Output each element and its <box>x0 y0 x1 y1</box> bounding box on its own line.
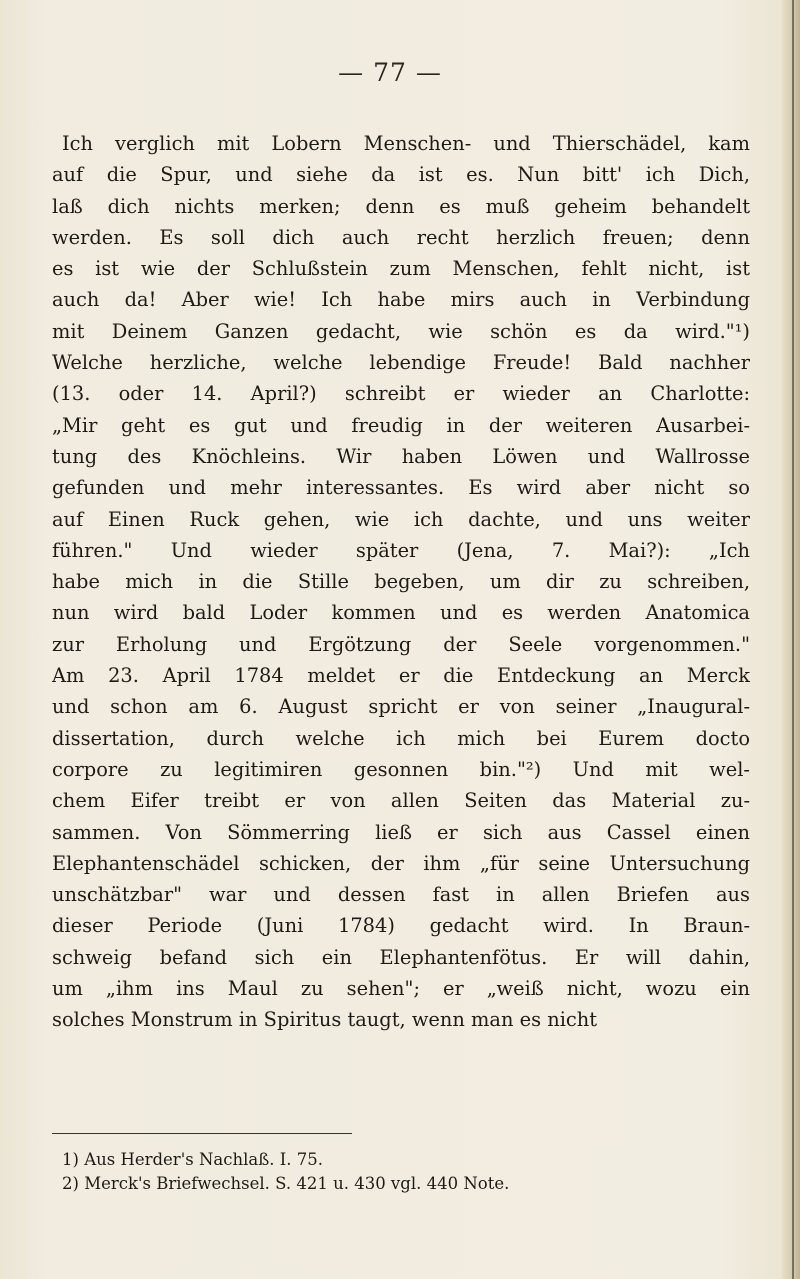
footnote-text: Merck's Briefwechsel. S. 421 u. 430 vgl. 440 Note. <box>84 1174 510 1193</box>
text-line: nun wird bald Loder kommen und es werden Anatomica <box>52 601 750 625</box>
text-line: auch da! Aber wie! Ich habe mirs auch in Verbindung <box>52 288 750 312</box>
page-gutter-edge <box>782 0 800 1279</box>
footnote-text: Aus Herder's Nachlaß. I. 75. <box>84 1150 323 1169</box>
text-line: zur Erholung und Ergötzung der Seele vorgenommen." <box>52 632 750 656</box>
text-line: sammen. Von Sömmerring ließ er sich aus Cassel einen <box>52 820 750 844</box>
body-text <box>52 128 750 1036</box>
text-line: solches Monstrum in Spiritus taugt, wenn man es nicht <box>52 1008 598 1032</box>
footnote-mark: 1) <box>62 1150 79 1169</box>
text-line: und schon am 6. August spricht er von seiner „Inaugural- <box>52 695 750 719</box>
text-line: unschätzbar" war und dessen fast in allen Briefen aus <box>52 883 750 907</box>
text-line: laß dich nichts merken; denn es muß geheim behandelt <box>52 194 750 218</box>
footnote-1 <box>52 1148 750 1172</box>
text-line: Am 23. April 1784 meldet er die Entdeckung an Merck <box>52 664 750 688</box>
text-line: um „ihm ins Maul zu sehen"; er „weiß nicht, wozu ein <box>52 977 750 1001</box>
text-line: tung des Knöchleins. Wir haben Löwen und Wallrosse <box>52 444 750 468</box>
footnotes <box>52 1148 750 1196</box>
gutter-line <box>792 0 794 1279</box>
text-line: Elephantenschädel schicken, der ihm „für seine Untersuchung <box>52 851 750 875</box>
footnote-divider <box>52 1133 352 1134</box>
text-line: habe mich in die Stille begeben, um dir zu schreiben, <box>52 570 750 594</box>
text-line: auf die Spur, und siehe da ist es. Nun bitt' ich Dich, <box>52 163 750 187</box>
text-line: mit Deinem Ganzen gedacht, wie schön es da wird."¹) <box>52 319 750 343</box>
page-number-header: — 77 — <box>338 58 442 87</box>
text-line: „Mir geht es gut und freudig in der weiteren Ausarbei- <box>52 413 750 437</box>
text-line: Welche herzliche, welche lebendige Freude! Bald nachher <box>52 351 750 375</box>
text-line: auf Einen Ruck gehen, wie ich dachte, und uns weiter <box>52 507 750 531</box>
text-line: chem Eifer treibt er von allen Seiten das Material zu- <box>52 789 750 813</box>
footnote-mark: 2) <box>62 1174 79 1193</box>
text-line: gefunden und mehr interessantes. Es wird aber nicht so <box>52 476 750 500</box>
text-line: Ich verglich mit Lobern Menschen- und Thierschädel, kam <box>62 132 750 155</box>
footnote-2 <box>52 1172 750 1196</box>
text-line: corpore zu legitimiren gesonnen bin."²) Und mit wel- <box>52 757 750 781</box>
text-line: (13. oder 14. April?) schreibt er wieder an Charlotte: <box>52 382 750 406</box>
text-line: führen." Und wieder später (Jena, 7. Mai?): „Ich <box>52 538 750 562</box>
text-line: werden. Es soll dich auch recht herzlich freuen; denn <box>52 225 750 249</box>
text-line: dissertation, durch welche ich mich bei Eurem docto <box>52 726 750 750</box>
text-line: dieser Periode (Juni 1784) gedacht wird. In Braun- <box>52 914 750 938</box>
text-line: schweig befand sich ein Elephantenfötus. Er will dahin, <box>52 945 750 969</box>
text-line: es ist wie der Schlußstein zum Menschen, fehlt nicht, ist <box>52 257 750 281</box>
